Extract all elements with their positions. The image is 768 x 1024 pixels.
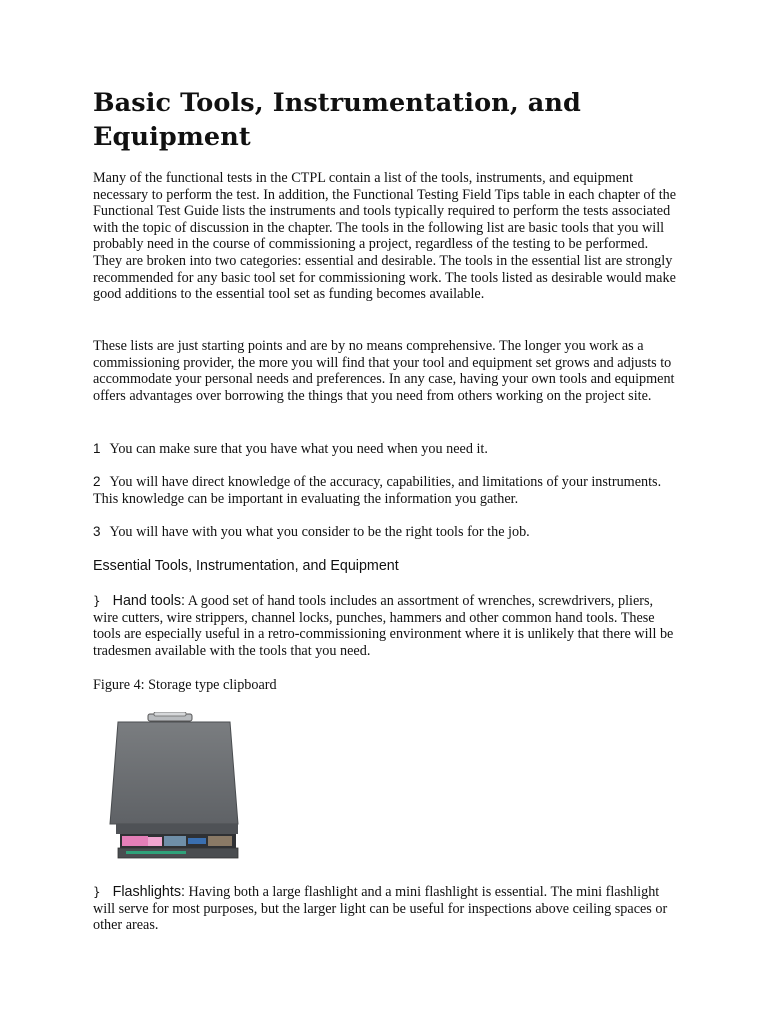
bullet-term: Hand tools: bbox=[112, 593, 185, 609]
bullet-text: A good set of hand tools includes an assortment of wrenches, screwdrivers, pliers, wire cutters, wire strippers, channel locks, punches, hammers and other common hand tools. These tools are especially useful in a retro-commissioning environment where it is unlikely that there will be tradesmen available with the tools that you need. bbox=[93, 593, 674, 659]
bullet-hand-tools bbox=[93, 593, 678, 659]
numbered-item-1 bbox=[93, 441, 678, 458]
bullet-text: Having both a large flashlight and a mini flashlight is essential. The mini flashlight will serve for most purposes, but the larger light can be useful for inspections above ceiling spaces or other areas. bbox=[93, 884, 668, 934]
bullet-flashlights bbox=[93, 884, 678, 934]
bullet-term: Flashlights: bbox=[112, 884, 185, 900]
section-heading: Essential Tools, Instrumentation, and Equipment bbox=[93, 558, 399, 574]
intro-paragraph: Many of the functional tests in the CTPL contain a list of the tools, instruments, and equipment necessary to perform the test. In addition, the Functional Testing Field Tips table in each chapter of the Functional Test Guide lists the instruments and tools typically required to perform the tests associated with the topic of discussion in the chapter. The tools in the following list are basic tools that you will probably need in the course of commissioning a project, regardless of the testing to be performed. They are broken into two categories: essential and desirable. The tools in the essential list are strongly recommended for any basic tool set for commissioning work. The tools listed as desirable would make good additions to the essential tool set as funding becomes available. bbox=[93, 170, 677, 303]
bullet-icon: } bbox=[93, 594, 101, 608]
figure-caption: Figure 4: Storage type clipboard bbox=[93, 677, 277, 693]
numbered-item-3 bbox=[93, 524, 678, 541]
storage-clipboard-image bbox=[104, 712, 244, 862]
item-number: 2 bbox=[93, 474, 101, 489]
item-number: 3 bbox=[93, 524, 101, 539]
item-text: You can make sure that you have what you need when you need it. bbox=[109, 441, 488, 457]
item-number: 1 bbox=[93, 441, 101, 456]
document-title: Basic Tools, Instrumentation, and Equipment bbox=[93, 88, 581, 152]
bullet-icon: } bbox=[93, 885, 101, 899]
lists-paragraph: These lists are just starting points and are by no means comprehensive. The longer you work as a commissioning provider, the more you will find that your tool and equipment set grows and adjusts to accommodate your personal needs and preferences. In any case, having your own tools and equipment offers advantages over borrowing the things that you need from others working on the project site. bbox=[93, 338, 675, 404]
item-text: You will have with you what you consider to be the right tools for the job. bbox=[109, 524, 530, 540]
numbered-item-2 bbox=[93, 474, 678, 507]
item-text: You will have direct knowledge of the accuracy, capabilities, and limitations of your instruments. This knowledge can be important in evaluating the information you gather. bbox=[93, 474, 662, 507]
